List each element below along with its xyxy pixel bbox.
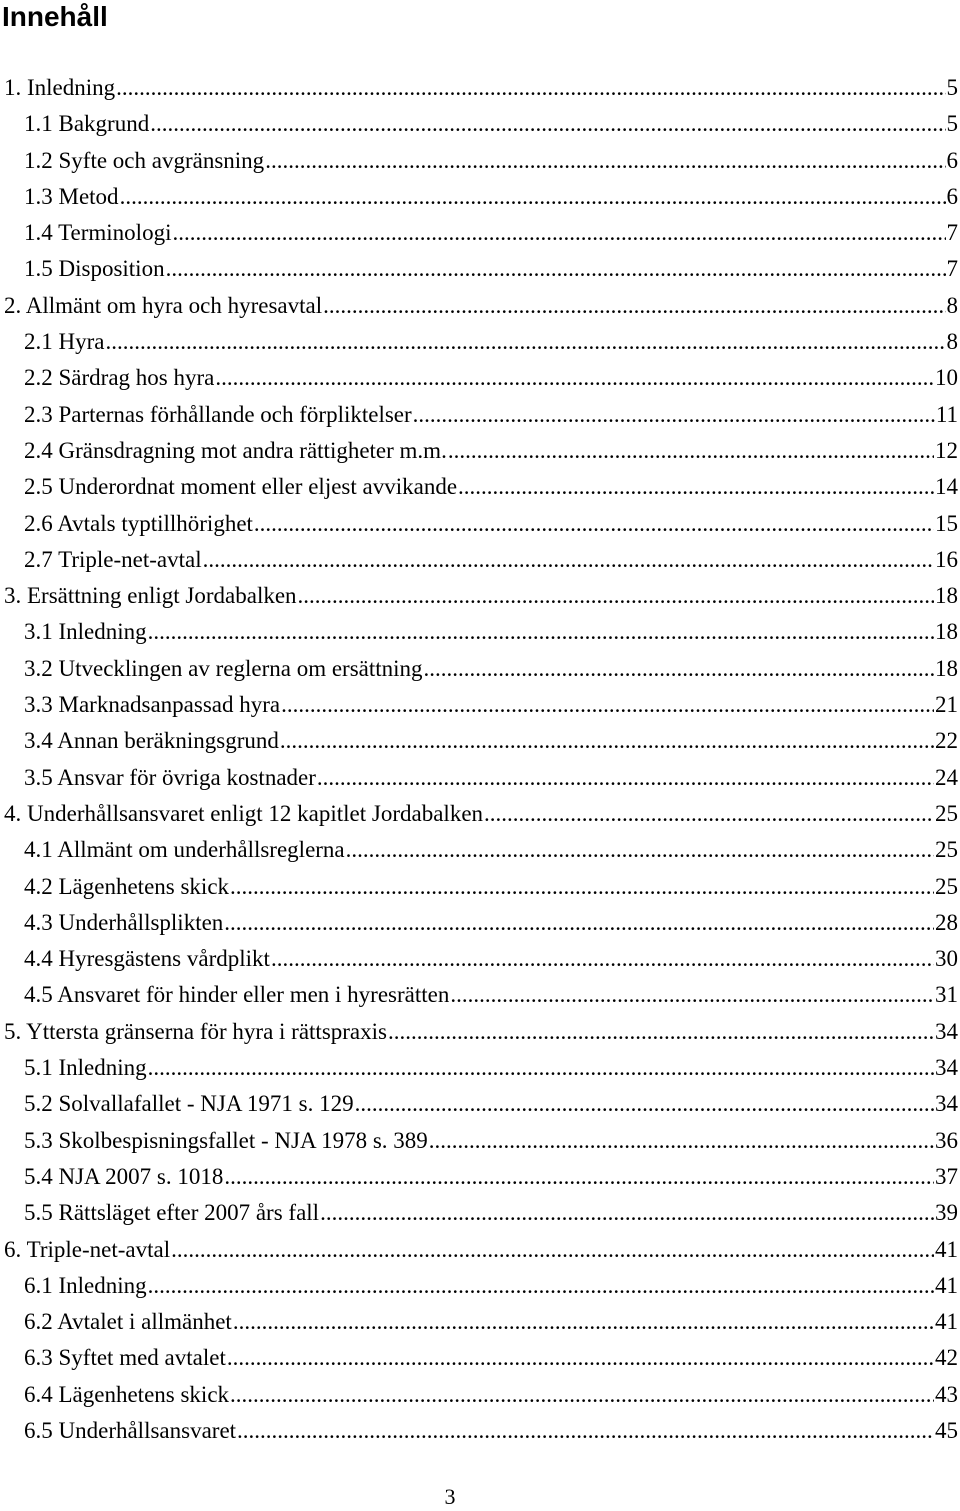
toc-entry-label: 2.5 Underordnat moment eller eljest avvikande [24,474,458,500]
dot-leader [105,324,945,360]
toc-entry-label: 6.1 Inledning [24,1272,147,1298]
toc-entry[interactable] [0,1050,958,1086]
toc-entry[interactable] [0,215,958,251]
toc-entry-page-number: 12 [935,437,958,463]
toc-entry[interactable] [0,433,958,469]
dot-leader [484,796,934,832]
toc-entry[interactable] [0,1014,958,1050]
dot-leader [320,1195,934,1231]
toc-entry[interactable] [0,288,958,324]
toc-entry-page-number: 21 [935,692,958,718]
toc-entry[interactable] [0,542,958,578]
toc-entry-page-number: 7 [946,256,958,282]
dot-leader [271,941,934,977]
toc-entry[interactable] [0,1268,958,1304]
toc-entry[interactable] [0,578,958,614]
toc-entry-label: 3.5 Ansvar för övriga kostnader [24,764,316,790]
toc-entry[interactable] [0,324,958,360]
dot-leader [281,687,934,723]
toc-entry-page-number: 31 [935,982,958,1008]
toc-entry[interactable] [0,70,958,106]
toc-entry-label: 2.2 Särdrag hos hyra [24,365,215,391]
toc-entry[interactable] [0,1195,958,1231]
toc-entry-page-number: 45 [935,1417,958,1443]
dot-leader [448,433,934,469]
toc-entry-page-number: 8 [946,292,958,318]
dot-leader [458,469,934,505]
toc-entry-label: 4.1 Allmänt om underhållsreglerna [24,837,345,863]
toc-entry-label: 5.1 Inledning [24,1055,147,1081]
toc-entry-label: 6. Triple-net-avtal [4,1236,171,1262]
toc-entry-page-number: 16 [935,546,958,572]
dot-leader [233,1304,934,1340]
toc-entry-page-number: 22 [935,728,958,754]
toc-entry-label: 6.3 Syftet med avtalet [24,1345,226,1371]
toc-entry[interactable] [0,1123,958,1159]
toc-entry-page-number: 14 [935,474,958,500]
dot-leader [224,905,934,941]
toc-entry[interactable] [0,251,958,287]
toc-entry-label: 6.2 Avtalet i allmänhet [24,1309,232,1335]
toc-entry-label: 5.4 NJA 2007 s. 1018 [24,1163,224,1189]
toc-entry-page-number: 28 [935,909,958,935]
toc-entry-label: 2.7 Triple-net-avtal [24,546,202,572]
dot-leader [280,723,934,759]
toc-entry-page-number: 36 [935,1127,958,1153]
toc-entry-label: 3.3 Marknadsanpassad hyra [24,692,281,718]
toc-entry-page-number: 41 [935,1272,958,1298]
dot-leader [148,1050,934,1086]
dot-leader [355,1086,934,1122]
dot-leader [265,143,945,179]
toc-entry-label: 1.1 Bakgrund [24,111,150,137]
toc-entry[interactable] [0,179,958,215]
toc-entry-page-number: 11 [935,401,958,427]
toc-entry-label: 3.4 Annan beräkningsgrund [24,728,279,754]
toc-entry-label: 2.3 Parternas förhållande och förpliktelser [24,401,412,427]
toc-entry-page-number: 6 [946,183,958,209]
toc-entry[interactable] [0,977,958,1013]
dot-leader [230,869,934,905]
toc-entry[interactable] [0,1340,958,1376]
dot-leader [120,179,946,215]
toc-entry-page-number: 5 [946,75,958,100]
toc-entry-label: 5.5 Rättsläget efter 2007 års fall [24,1200,320,1226]
toc-entry-label: 5. Yttersta gränserna för hyra i rättspraxis [4,1018,387,1044]
toc-entry-label: 2. Allmänt om hyra och hyresavtal [4,292,323,318]
dot-leader [171,1232,934,1268]
toc-entry-page-number: 8 [946,329,958,355]
toc-entry[interactable] [0,469,958,505]
page-number: 3 [444,1484,456,1509]
toc-entry[interactable] [0,614,958,650]
toc-entry-label: 4.2 Lägenhetens skick [24,873,230,899]
toc-entry-label: 3.2 Utvecklingen av reglerna om ersättning [24,655,423,681]
toc-entry-page-number: 25 [935,800,958,826]
toc-entry[interactable] [0,869,958,905]
toc-entry-label: 3.1 Inledning [24,619,147,645]
dot-leader [346,832,934,868]
dot-leader [450,977,934,1013]
dot-leader [424,651,934,687]
dot-leader [429,1123,934,1159]
dot-leader [317,760,934,796]
toc-entry-label: 6.4 Lägenhetens skick [24,1381,230,1407]
dot-leader [413,397,935,433]
toc-entry[interactable] [0,687,958,723]
toc-entry-page-number: 5 [946,111,958,137]
toc-entry-page-number: 34 [935,1018,958,1044]
toc-entry[interactable] [0,397,958,433]
toc-entry[interactable] [0,143,958,179]
dot-leader [323,288,945,324]
dot-leader [148,614,934,650]
table-of-contents [0,70,958,1449]
toc-entry[interactable] [0,941,958,977]
toc-entry[interactable] [0,506,958,542]
toc-entry-page-number: 6 [946,147,958,173]
toc-entry-page-number: 25 [935,837,958,863]
toc-entry-label: 1.2 Syfte och avgränsning [24,147,265,173]
toc-entry[interactable] [0,360,958,396]
toc-entry-page-number: 25 [935,873,958,899]
toc-entry-page-number: 41 [935,1309,958,1335]
toc-entry[interactable] [0,760,958,796]
toc-entry-label: 1. Inledning [4,75,116,100]
toc-entry-page-number: 15 [935,510,958,536]
toc-entry-label: 2.6 Avtals typtillhörighet [24,510,253,536]
toc-entry-page-number: 30 [935,946,958,972]
toc-entry-label: 4.4 Hyresgästens vårdplikt [24,946,270,972]
toc-entry-page-number: 24 [935,764,958,790]
toc-entry-label: 1.4 Terminologi [24,220,172,246]
toc-entry-label: 1.5 Disposition [24,256,165,282]
toc-entry[interactable] [0,723,958,759]
dot-leader [254,506,934,542]
dot-leader [224,1159,934,1195]
toc-entry-page-number: 39 [935,1200,958,1226]
toc-entry-page-number: 37 [935,1163,958,1189]
dot-leader [298,578,934,614]
toc-entry-label: 5.3 Skolbespisningsfallet - NJA 1978 s. 389 [24,1127,428,1153]
toc-heading: Innehåll [2,1,108,32]
toc-entry[interactable] [0,1159,958,1195]
dot-leader [148,1268,934,1304]
toc-entry[interactable] [0,1304,958,1340]
dot-leader [215,360,934,396]
dot-leader [230,1377,934,1413]
dot-leader [388,1014,934,1050]
toc-entry[interactable] [0,796,958,832]
toc-entry[interactable] [0,905,958,941]
toc-entry-label: 5.2 Solvallafallet - NJA 1971 s. 129 [24,1091,354,1117]
toc-entry[interactable] [0,106,958,142]
toc-entry-label: 6.5 Underhållsansvaret [24,1417,237,1443]
toc-entry-label: 4.5 Ansvaret för hinder eller men i hyresrätten [24,982,450,1008]
toc-entry[interactable] [0,1086,958,1122]
toc-entry-page-number: 43 [935,1381,958,1407]
dot-leader [203,542,934,578]
dot-leader [116,70,945,106]
dot-leader [237,1413,934,1449]
dot-leader [166,251,946,287]
dot-leader [150,106,945,142]
toc-entry[interactable] [0,1413,958,1449]
toc-entry[interactable] [0,651,958,687]
toc-entry-label: 2.1 Hyra [24,329,105,355]
dot-leader [227,1340,934,1376]
toc-entry-page-number: 7 [946,220,958,246]
dot-leader [172,215,945,251]
toc-entry-label: 2.4 Gränsdragning mot andra rättigheter m.m. [24,437,447,463]
toc-entry-page-number: 18 [935,619,958,645]
toc-entry-label: 3. Ersättning enligt Jordabalken [4,583,297,609]
toc-entry[interactable] [0,832,958,868]
toc-entry-label: 4.3 Underhållsplikten [24,909,224,935]
toc-entry-page-number: 18 [935,655,958,681]
toc-entry-page-number: 18 [935,583,958,609]
toc-entry-page-number: 41 [935,1236,958,1262]
toc-entry-page-number: 34 [935,1091,958,1117]
toc-entry-page-number: 34 [935,1055,958,1081]
toc-entry-label: 4. Underhållsansvaret enligt 12 kapitlet Jordabalken [4,800,484,826]
toc-entry-page-number: 42 [935,1345,958,1371]
toc-entry-label: 1.3 Metod [24,183,119,209]
toc-entry[interactable] [0,1377,958,1413]
toc-entry-page-number: 10 [935,365,958,391]
toc-entry[interactable] [0,1232,958,1268]
